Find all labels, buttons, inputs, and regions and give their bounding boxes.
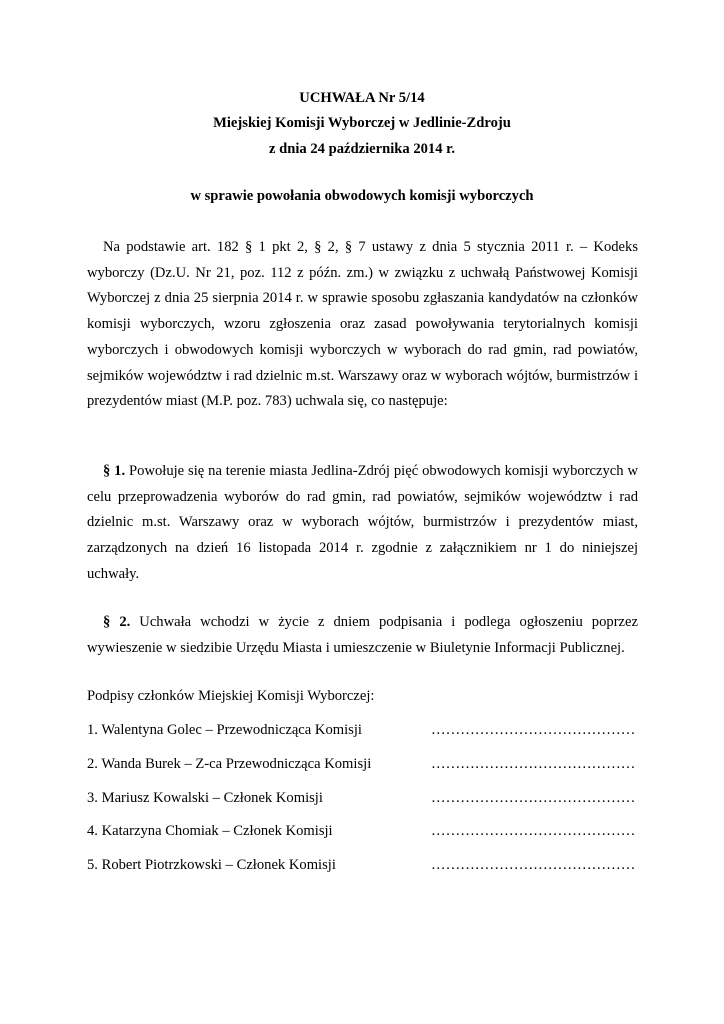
signature-member: 1. Walentyna Golec – Przewodnicząca Komisji — [87, 722, 362, 738]
section-2-label: § 2. — [103, 614, 131, 630]
preamble-paragraph: Na podstawie art. 182 § 1 pkt 2, § 2, § 7 ustawy z dnia 5 stycznia 2011 r. – Kodeks wyborczy (Dz.U. Nr 21, poz. 112 z późn. zm.) w związku z uchwałą Państwowej Komisji Wyborczej z dnia 25 sierpnia 2014 r. w sprawie sposobu zgłaszania kandydatów na członków komisji wyborczych, wzoru zgłoszenia oraz zasad powoływania terytorialnych komisji wyborczych i obwodowych komisji wyborczych w wyborach do rad gmin, rad powiatów, sejmików województw i rad dzielnic m.st. Warszawy oraz w wyborach wójtów, burmistrzów i prezydentów miast (M.P. poz. 783) uchwala się, co następuje: — [87, 239, 638, 410]
signature-member: 3. Mariusz Kowalski – Członek Komisji — [87, 790, 323, 806]
signature-line: …………………………………… — [431, 790, 636, 806]
signature-row — [87, 857, 638, 877]
resolution-date: z dnia 24 października 2014 r. — [269, 141, 455, 157]
section-2-text: Uchwała wchodzi w życie z dniem podpisania i podlega ogłoszeniu poprzez wywieszenie w siedzibie Urzędu Miasta i umieszczenie w Biuletynie Informacji Publicznej. — [87, 614, 638, 656]
issuing-body: Miejskiej Komisji Wyborczej w Jedlinie-Zdroju — [213, 115, 511, 131]
resolution-title: UCHWAŁA Nr 5/14 — [299, 90, 425, 106]
signature-line: …………………………………… — [431, 722, 636, 738]
signature-line: …………………………………… — [431, 756, 636, 772]
signatures-heading: Podpisy członków Miejskiej Komisji Wyborczej: — [87, 688, 375, 704]
section-2-paragraph — [87, 610, 638, 661]
signature-row — [87, 790, 638, 810]
section-1-text: Powołuje się na terenie miasta Jedlina-Zdrój pięć obwodowych komisji wyborczych w celu przeprowadzenia wyborów do rad gmin, rad powiatów, sejmików województw i rad dzielnic m.st. Warszawy oraz w wyborach wójtów, burmistrzów i prezydentów miast, zarządzonych na dzień 16 listopada 2014 r. zgodnie z załącznikiem nr 1 do niniejszej uchwały. — [87, 463, 639, 582]
signature-row — [87, 823, 638, 843]
signature-line: …………………………………… — [431, 823, 636, 839]
resolution-subject: w sprawie powołania obwodowych komisji wyborczych — [190, 188, 534, 204]
section-1-paragraph — [87, 459, 638, 588]
signature-line: …………………………………… — [431, 857, 636, 873]
section-1-label: § 1. — [103, 463, 126, 479]
signature-member: 2. Wanda Burek – Z-ca Przewodnicząca Komisji — [87, 756, 372, 772]
signature-member: 4. Katarzyna Chomiak – Członek Komisji — [87, 823, 333, 839]
signature-row — [87, 722, 638, 742]
signature-row — [87, 756, 638, 776]
signature-member: 5. Robert Piotrzkowski – Członek Komisji — [87, 857, 336, 873]
